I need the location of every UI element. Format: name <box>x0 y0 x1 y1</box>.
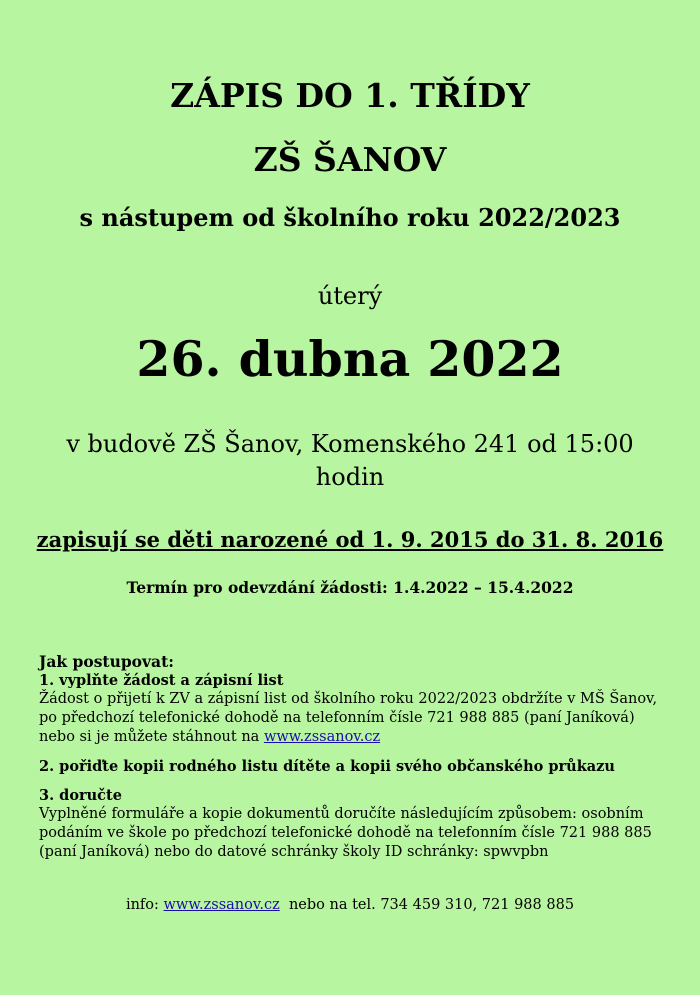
step-1-text <box>39 690 669 747</box>
weekday: úterý <box>317 282 383 310</box>
instructions-heading: Jak postupovat: <box>39 652 174 671</box>
step-1-title: 1. vyplňte žádost a zápisní list <box>39 672 284 689</box>
step-1-body: Žádost o přijetí k ZV a zápisní list od školního roku 2022/2023 obdržíte v MŠ Šanov, po předchozí telefonické dohodě na telefonním čísle 721 988 885 (paní Janíková) nebo si je můžete stáhnout na <box>39 691 658 745</box>
subtitle: s nástupem od školního roku 2022/2023 <box>79 203 621 232</box>
school-website-link[interactable]: www.zssanov.cz <box>263 729 381 745</box>
step-3-title: 3. doručte <box>39 787 122 804</box>
info-website-link[interactable]: www.zssanov.cz <box>163 897 280 913</box>
age-rule: zapisují se děti narozené od 1. 9. 2015 do 31. 8. 2016 <box>36 527 664 552</box>
info-phone: nebo na tel. 734 459 310, 721 988 885 <box>288 897 575 913</box>
event-date: 26. dubna 2022 <box>136 330 564 388</box>
contact-info <box>0 897 700 913</box>
info-prefix: info: <box>125 897 159 913</box>
title-line-1: ZÁPIS DO 1. TŘÍDY <box>170 76 530 115</box>
instructions-section <box>39 652 669 862</box>
title-line-2: ZŠ ŠANOV <box>253 140 447 179</box>
application-deadline: Termín pro odevzdání žádosti: 1.4.2022 – 15.4.2022 <box>126 578 574 597</box>
step-2-title: 2. pořiďte kopii rodného listu dítěte a kopii svého občanského průkazu <box>39 758 615 775</box>
event-location: v budově ZŠ Šanov, Komenského 241 od 15:00 hodin <box>66 430 634 491</box>
step-3-text: Vyplněné formuláře a kopie dokumentů doručíte následujícím způsobem: osobním podáním ve škole po předchozí telefonické dohodě na telefonním čísle 721 988 885 (paní Janíková) nebo do datové schránky školy ID schránky: spwvpbn <box>39 806 652 860</box>
